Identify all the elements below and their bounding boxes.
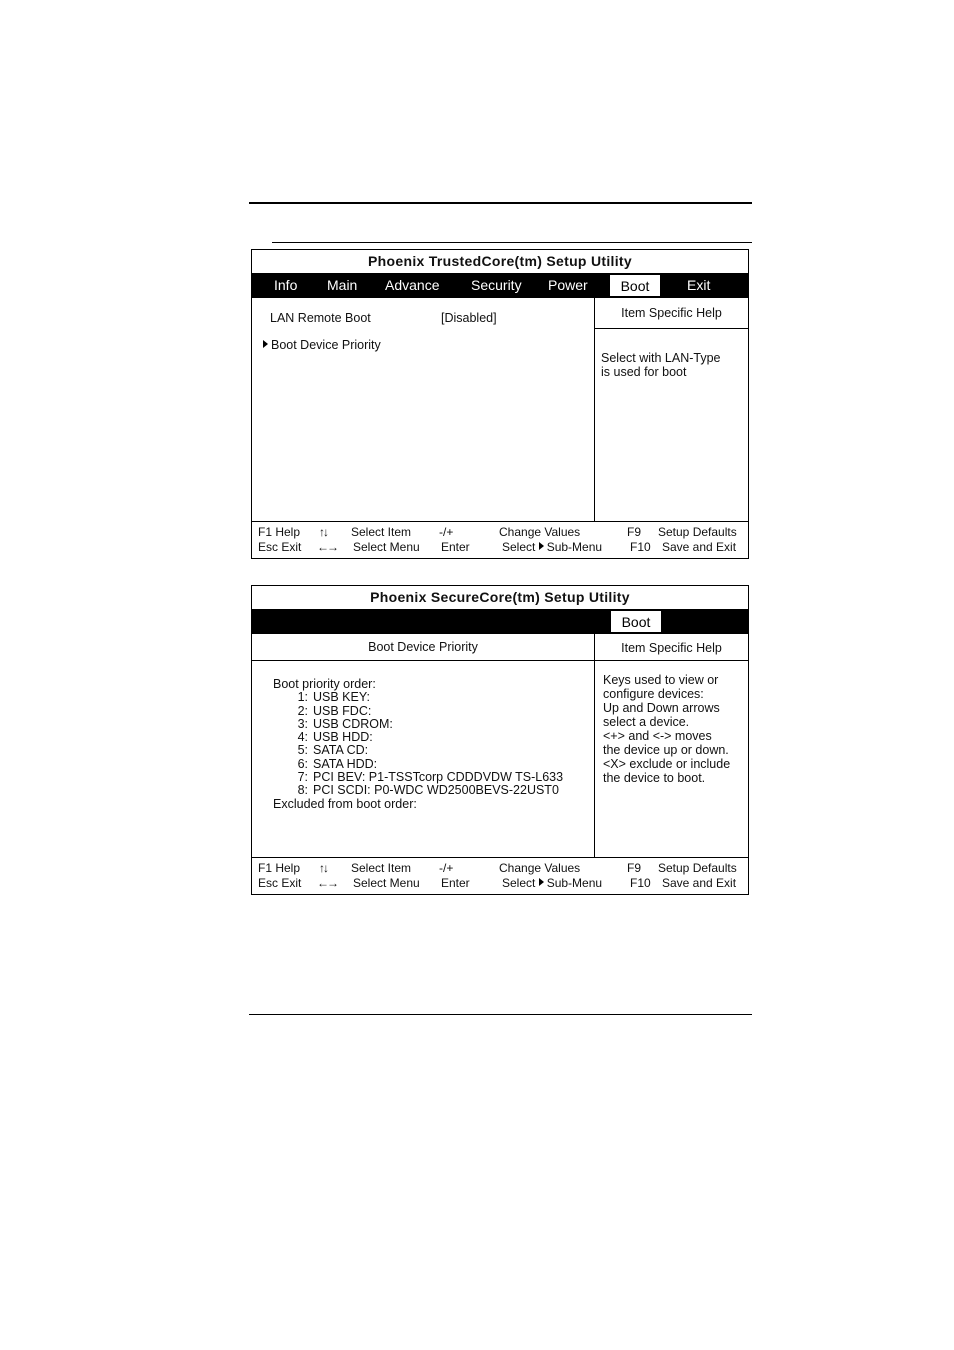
left-right-arrows-icon: ←→ — [317, 540, 337, 554]
menu-security[interactable]: Security — [471, 277, 522, 293]
key-change-values: Change Values — [499, 861, 581, 875]
boot-order-pane — [252, 661, 595, 857]
key-save-exit: Save and Exit — [662, 540, 737, 554]
settings-pane — [252, 298, 595, 521]
submenu-title: Boot Device Priority — [252, 634, 595, 661]
boot-device-8[interactable]: 8: PCI SCDI: P0-WDC WD2500BEVS-22UST0 — [297, 783, 559, 798]
key-save-exit: Save and Exit — [662, 876, 737, 890]
key-select-item: Select Item — [351, 861, 412, 875]
key-f1-help: F1 Help — [258, 861, 301, 875]
help-title: Item Specific Help — [595, 298, 748, 329]
key-select-item: Select Item — [351, 525, 412, 539]
key-select-submenu: Select Sub-Menu — [502, 876, 603, 890]
boot-order-heading: Boot priority order: — [273, 677, 376, 691]
excluded-heading: Excluded from boot order: — [273, 796, 417, 811]
boot-device-priority-item[interactable]: Boot Device Priority — [263, 338, 381, 352]
help-text: Select with LAN-Type is used for boot — [601, 351, 721, 379]
boot-device-6[interactable]: 6: SATA HDD: — [297, 756, 378, 771]
boot-device-3[interactable]: 3: USB CDROM: — [297, 716, 393, 731]
help-pane — [595, 661, 748, 857]
key-f10: F10 — [630, 540, 651, 554]
key-setup-defaults: Setup Defaults — [658, 525, 737, 539]
bios-menu-bar — [252, 273, 748, 298]
key-f9: F9 — [627, 861, 642, 875]
bios-title: Phoenix TrustedCore(tm) Setup Utility — [368, 253, 632, 269]
menu-power[interactable]: Power — [548, 277, 588, 293]
key-f10: F10 — [630, 876, 651, 890]
boot-device-5[interactable]: 5: SATA CD: — [297, 743, 369, 758]
key-minus-plus: -/+ — [439, 525, 454, 539]
boot-device-1[interactable]: 1: USB KEY: — [297, 690, 370, 705]
lan-remote-boot-label[interactable]: LAN Remote Boot — [270, 311, 371, 325]
menu-info[interactable]: Info — [274, 277, 298, 293]
boot-device-2[interactable]: 2: USB FDC: — [297, 703, 372, 718]
bios-screen-securecore — [251, 585, 749, 895]
menu-boot[interactable]: Boot — [610, 610, 662, 633]
key-enter: Enter — [441, 876, 470, 890]
key-esc-exit: Esc Exit — [258, 876, 302, 890]
bios-screen-trustedcore — [251, 249, 749, 559]
menu-advance[interactable]: Advance — [385, 277, 440, 293]
help-text: Keys used to view or configure devices: Up and Down arrows select a device. <+> and <-> moves the device up or down. <X> exclude or include the device to boot. — [603, 673, 731, 785]
left-right-arrows-icon: ←→ — [317, 876, 337, 890]
up-down-arrows-icon: ↑↓ — [319, 861, 327, 875]
bios-title: Phoenix SecureCore(tm) Setup Utility — [370, 589, 630, 605]
key-minus-plus: -/+ — [439, 861, 454, 875]
submenu-arrow-icon — [539, 542, 544, 550]
page-sub-rule — [272, 242, 752, 243]
menu-exit[interactable]: Exit — [687, 277, 711, 293]
submenu-arrow-icon — [263, 340, 268, 348]
menu-main[interactable]: Main — [327, 277, 358, 293]
menu-boot[interactable]: Boot — [609, 274, 661, 297]
key-f9: F9 — [627, 525, 642, 539]
lan-remote-boot-value[interactable]: [Disabled] — [441, 311, 497, 325]
boot-device-4[interactable]: 4: USB HDD: — [297, 730, 373, 745]
key-esc-exit: Esc Exit — [258, 540, 302, 554]
up-down-arrows-icon: ↑↓ — [319, 525, 327, 539]
key-enter: Enter — [441, 540, 470, 554]
key-select-menu: Select Menu — [353, 540, 420, 554]
key-select-submenu: Select Sub-Menu — [502, 540, 603, 554]
page-top-rule — [249, 202, 752, 204]
boot-order-list — [273, 678, 563, 811]
help-title: Item Specific Help — [595, 634, 748, 661]
key-change-values: Change Values — [499, 525, 581, 539]
boot-device-7[interactable]: 7: PCI BEV: P1-TSSTcorp CDDDVDW TS-L633 — [297, 770, 564, 785]
page-bottom-rule — [249, 1014, 752, 1015]
key-setup-defaults: Setup Defaults — [658, 861, 737, 875]
key-select-menu: Select Menu — [353, 876, 420, 890]
bios-menu-bar — [252, 609, 748, 634]
key-legend-footer — [252, 857, 748, 894]
key-f1-help: F1 Help — [258, 525, 301, 539]
key-legend-footer — [252, 521, 748, 558]
help-pane — [595, 298, 748, 521]
submenu-arrow-icon — [539, 878, 544, 886]
